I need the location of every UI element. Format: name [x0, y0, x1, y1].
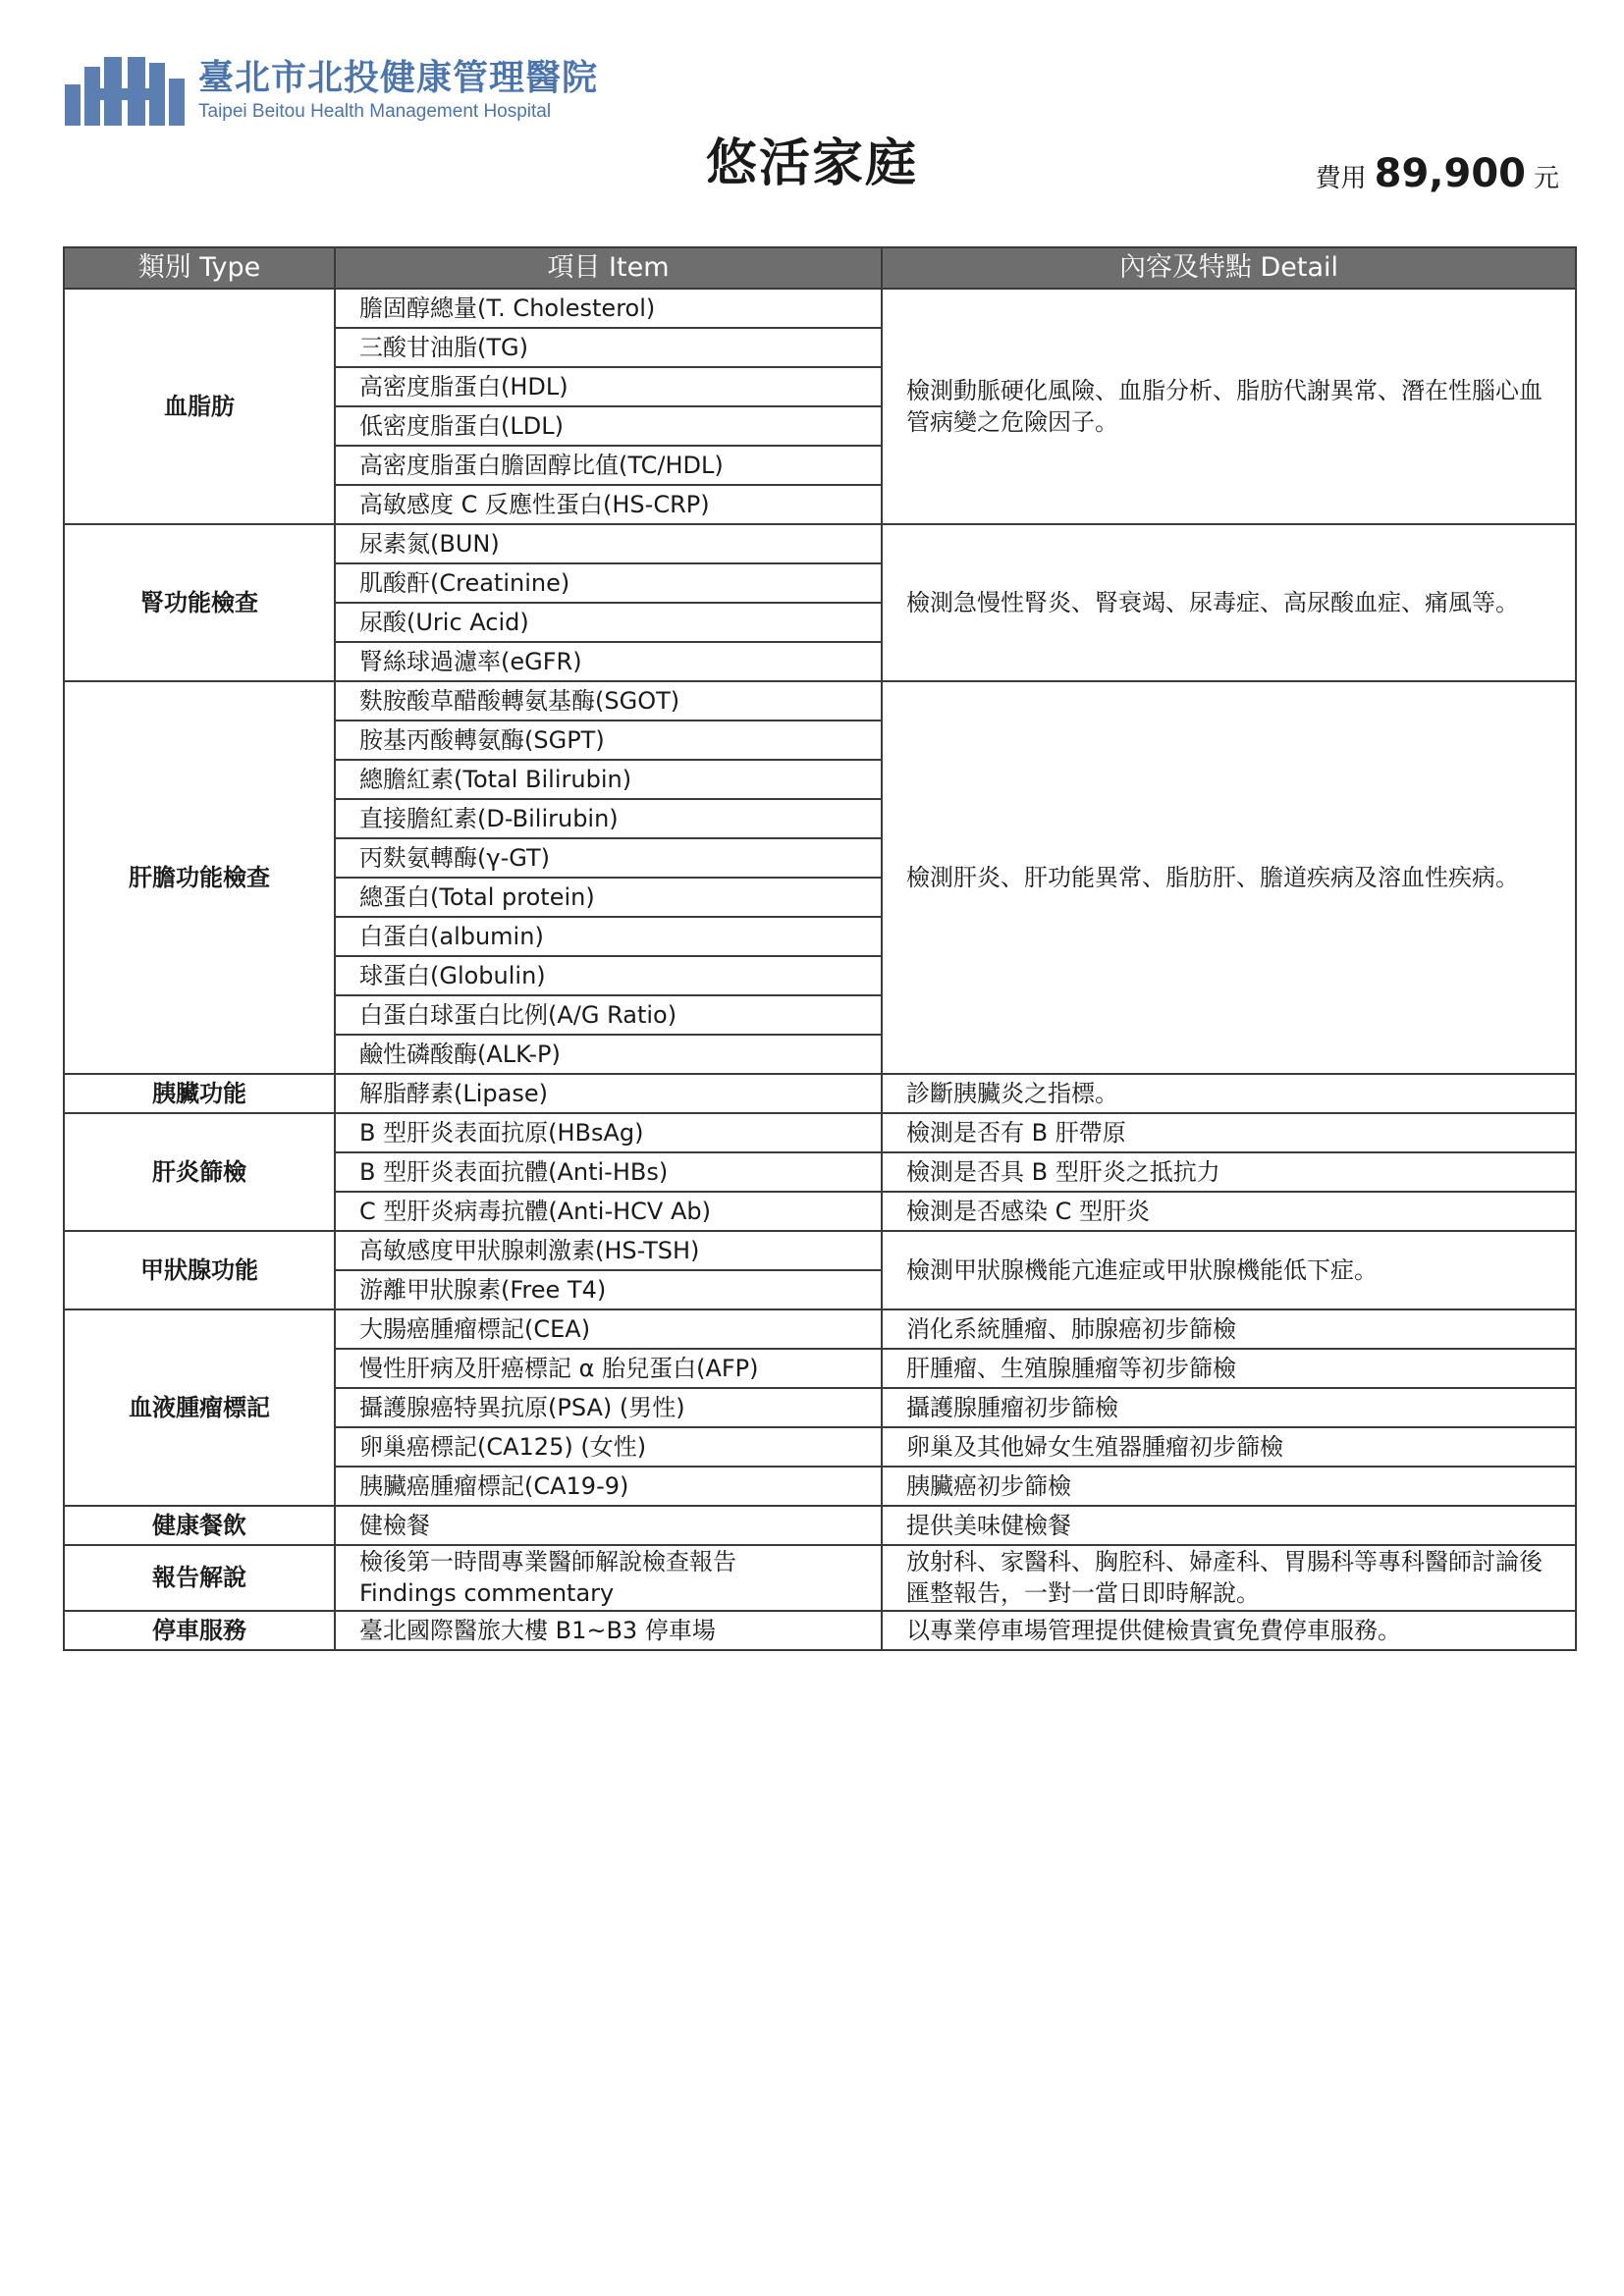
- item-cell: 白蛋白球蛋白比例(A/G Ratio): [335, 995, 882, 1035]
- hospital-logo-icon: [65, 57, 190, 126]
- item-cell: 低密度脂蛋白(LDL): [335, 406, 882, 446]
- package-fee: [1316, 149, 1559, 206]
- detail-cell: 檢測甲狀腺機能亢進症或甲狀腺機能低下症。: [882, 1231, 1576, 1309]
- detail-cell: 檢測是否具 B 型肝炎之抵抗力: [882, 1152, 1576, 1192]
- table-header-row: [64, 247, 1576, 289]
- item-cell: 總蛋白(Total protein): [335, 878, 882, 917]
- table-row: [64, 1074, 1576, 1113]
- detail-cell: 消化系統腫瘤、肺腺癌初步篩檢: [882, 1309, 1576, 1349]
- table-row: [64, 1506, 1576, 1545]
- item-cell: 解脂酵素(Lipase): [335, 1074, 882, 1113]
- item-cell: 丙麩氨轉酶(γ-GT): [335, 838, 882, 878]
- item-cell: 游離甲狀腺素(Free T4): [335, 1270, 882, 1309]
- hospital-name-cn: 臺北市北投健康管理醫院: [198, 58, 599, 98]
- table-row: [64, 1309, 1576, 1349]
- category-cell: 胰臟功能: [64, 1074, 335, 1113]
- item-cell: 總膽紅素(Total Bilirubin): [335, 760, 882, 799]
- detail-cell: 檢測是否感染 C 型肝炎: [882, 1192, 1576, 1231]
- table-row: [64, 1113, 1576, 1152]
- item-cell: 胺基丙酸轉氨酶(SGPT): [335, 721, 882, 760]
- detail-cell: 檢測急慢性腎炎、腎衰竭、尿毒症、高尿酸血症、痛風等。: [882, 524, 1576, 681]
- item-cell: 大腸癌腫瘤標記(CEA): [335, 1309, 882, 1349]
- page-title: 悠活家庭: [705, 134, 918, 193]
- table-row: [64, 289, 1576, 328]
- item-cell: B 型肝炎表面抗原(HBsAg): [335, 1113, 882, 1152]
- category-cell: 甲狀腺功能: [64, 1231, 335, 1309]
- table-row: [64, 1545, 1576, 1611]
- detail-cell: 胰臟癌初步篩檢: [882, 1467, 1576, 1506]
- detail-cell: 檢測動脈硬化風險、血脂分析、脂肪代謝異常、潛在性腦心血管病變之危險因子。: [882, 289, 1576, 524]
- item-cell: 卵巢癌標記(CA125) (女性): [335, 1427, 882, 1467]
- detail-cell: 診斷胰臟炎之指標。: [882, 1074, 1576, 1113]
- detail-cell: 以專業停車場管理提供健檢貴賓免費停車服務。: [882, 1611, 1576, 1650]
- item-cell: 尿酸(Uric Acid): [335, 603, 882, 642]
- category-cell: 肝炎篩檢: [64, 1113, 335, 1231]
- item-cell: 高敏感度 C 反應性蛋白(HS-CRP): [335, 485, 882, 524]
- item-cell: 慢性肝病及肝癌標記 α 胎兒蛋白(AFP): [335, 1349, 882, 1388]
- item-cell: 直接膽紅素(D-Bilirubin): [335, 799, 882, 838]
- category-cell: 肝膽功能檢查: [64, 681, 335, 1074]
- hospital-name-en: Taipei Beitou Health Management Hospital: [198, 101, 552, 122]
- item-cell: 健檢餐: [335, 1506, 882, 1545]
- item-cell: 膽固醇總量(T. Cholesterol): [335, 289, 882, 328]
- item-cell: 麩胺酸草醋酸轉氨基酶(SGOT): [335, 681, 882, 721]
- fee-amount: 89,900: [1374, 151, 1526, 196]
- header-item: 項目 Item: [335, 247, 882, 289]
- item-cell: 球蛋白(Globulin): [335, 956, 882, 995]
- detail-cell: 放射科、家醫科、胸腔科、婦產科、胃腸科等專科醫師討論後匯整報告，一對一當日即時解說。: [882, 1545, 1576, 1611]
- item-cell: 攝護腺癌特異抗原(PSA) (男性): [335, 1388, 882, 1427]
- category-cell: 腎功能檢查: [64, 524, 335, 681]
- item-cell: C 型肝炎病毒抗體(Anti-HCV Ab): [335, 1192, 882, 1231]
- item-cell: 尿素氮(BUN): [335, 524, 882, 563]
- detail-cell: 檢測是否有 B 肝帶原: [882, 1113, 1576, 1152]
- category-cell: 報告解說: [64, 1545, 335, 1611]
- item-cell: 白蛋白(albumin): [335, 917, 882, 956]
- table-row: [64, 681, 1576, 721]
- item-cell: 鹼性磷酸酶(ALK-P): [335, 1035, 882, 1074]
- category-cell: 停車服務: [64, 1611, 335, 1650]
- table-row: [64, 524, 1576, 563]
- header-detail: 內容及特點 Detail: [882, 247, 1576, 289]
- item-cell: 腎絲球過濾率(eGFR): [335, 642, 882, 681]
- item-line: Findings commentary: [359, 1579, 615, 1608]
- item-cell: 肌酸酐(Creatinine): [335, 563, 882, 603]
- category-cell: 健康餐飲: [64, 1506, 335, 1545]
- table-row: [64, 1231, 1576, 1270]
- item-line: 檢後第一時間專業醫師解說檢查報告: [359, 1548, 736, 1575]
- item-cell: 胰臟癌腫瘤標記(CA19-9): [335, 1467, 882, 1506]
- detail-cell: 肝腫瘤、生殖腺腫瘤等初步篩檢: [882, 1349, 1576, 1388]
- item-cell: 高密度脂蛋白(HDL): [335, 367, 882, 406]
- item-cell: 高密度脂蛋白膽固醇比值(TC/HDL): [335, 446, 882, 485]
- category-cell: 血脂肪: [64, 289, 335, 524]
- detail-cell: 檢測肝炎、肝功能異常、脂肪肝、膽道疾病及溶血性疾病。: [882, 681, 1576, 1074]
- fee-unit: 元: [1533, 164, 1559, 193]
- detail-cell: 攝護腺腫瘤初步篩檢: [882, 1388, 1576, 1427]
- detail-cell: 提供美味健檢餐: [882, 1506, 1576, 1545]
- item-cell: B 型肝炎表面抗體(Anti-HBs): [335, 1152, 882, 1192]
- header-type: 類別 Type: [64, 247, 335, 289]
- category-cell: 血液腫瘤標記: [64, 1309, 335, 1506]
- item-cell: 臺北國際醫旅大樓 B1~B3 停車場: [335, 1611, 882, 1650]
- checkup-items-table: [63, 246, 1577, 1651]
- fee-label: 費用: [1315, 164, 1367, 193]
- item-cell: [335, 1545, 882, 1611]
- item-cell: 三酸甘油脂(TG): [335, 328, 882, 367]
- table-row: [64, 1611, 1576, 1650]
- item-cell: 高敏感度甲狀腺刺激素(HS-TSH): [335, 1231, 882, 1270]
- detail-cell: 卵巢及其他婦女生殖器腫瘤初步篩檢: [882, 1427, 1576, 1467]
